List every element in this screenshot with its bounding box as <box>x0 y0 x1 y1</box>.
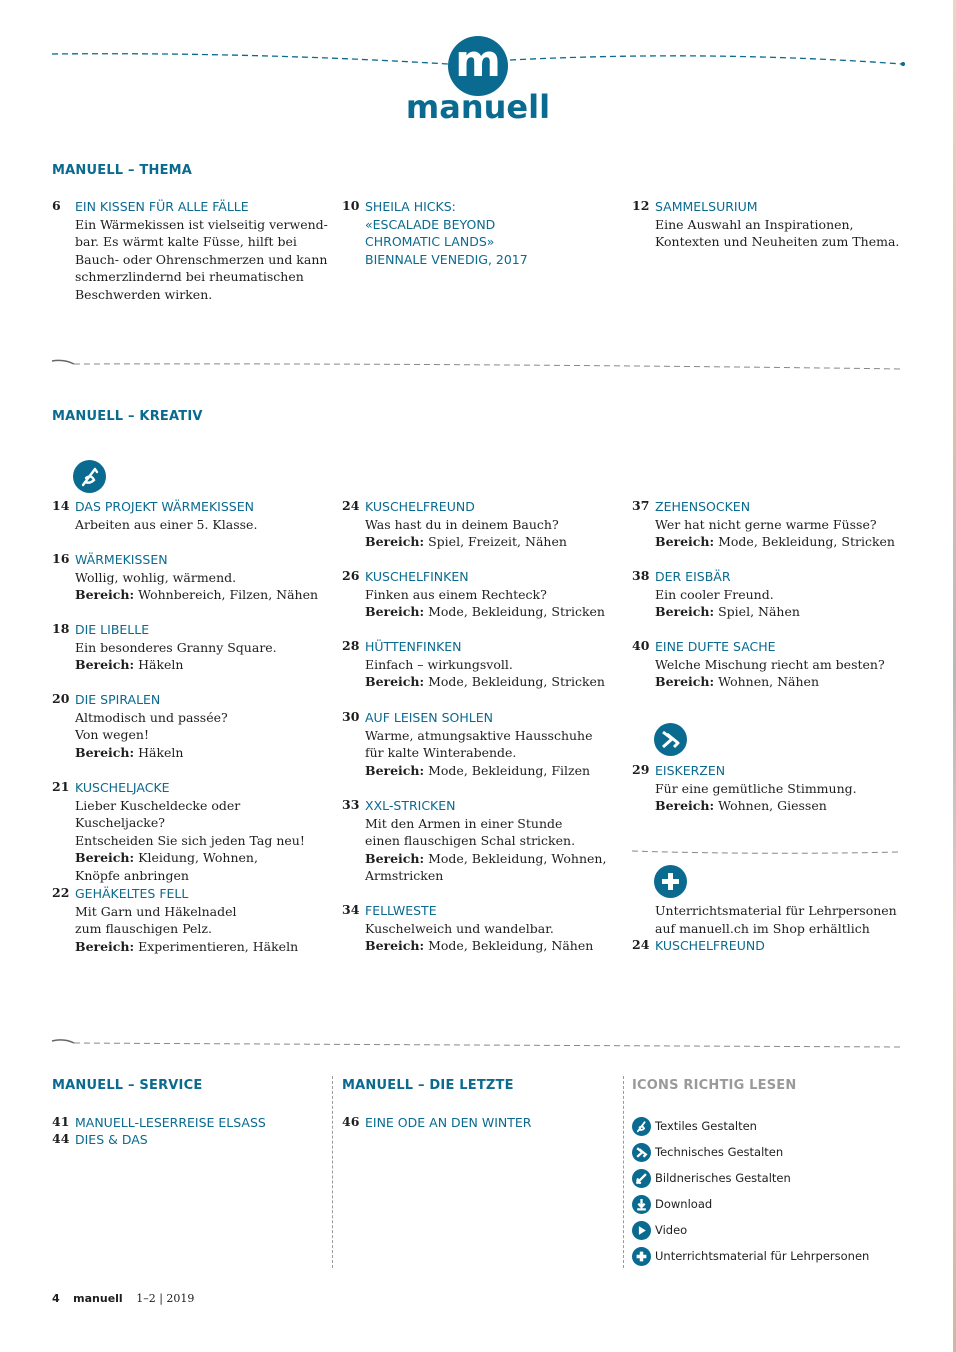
entry-area <box>365 673 622 691</box>
area-value: Wohnen, Nähen <box>714 674 820 690</box>
page-number: 16 <box>52 551 70 566</box>
toc-entry[interactable] <box>342 198 622 268</box>
toc-entry[interactable] <box>52 551 332 604</box>
legend-label: Textiles Gestalten <box>655 1119 757 1133</box>
area-value: Kleidung, Wohnen, <box>138 850 258 866</box>
area-value: Experimentieren, Häkeln <box>138 938 299 954</box>
entry-title[interactable]: AUF LEISEN SOHLEN <box>365 710 493 725</box>
technical-design-icon <box>632 1143 651 1162</box>
area-label: Bereich: <box>75 587 135 603</box>
page-number: 40 <box>632 638 650 653</box>
area-label: Bereich: <box>655 604 715 620</box>
area-value: Wohnen, Giessen <box>718 798 827 814</box>
area-value: Mode, Bekleidung, Stricken <box>428 604 605 620</box>
area-label: Bereich: <box>655 534 715 550</box>
area-value: Spiel, Nähen <box>718 604 800 620</box>
footer-magazine: manuell <box>73 1292 123 1305</box>
entry-area <box>75 849 332 867</box>
toc-entry[interactable] <box>342 797 622 885</box>
entry-description: Finken aus einem Rechteck? <box>365 586 547 602</box>
legend-label: Video <box>655 1223 688 1237</box>
toc-entry[interactable] <box>52 621 332 674</box>
area-value: Häkeln <box>138 744 184 760</box>
section-title-letzte: MANUELL – DIE LETZTE <box>342 1078 514 1093</box>
toc-entry[interactable] <box>342 709 622 779</box>
entry-title[interactable]: MANUELL-LESERREISE ELSASS <box>75 1115 266 1130</box>
toc-entry[interactable] <box>52 498 332 533</box>
teaching-material-icon <box>654 865 687 898</box>
entry-description: Ein besonderes Granny Square. <box>75 639 277 655</box>
entry-description: Warme, atmungsaktive Hausschuhe für kalte Winterabende. <box>365 727 593 761</box>
entry-description: Welche Mischung riecht am besten? <box>655 656 885 672</box>
entry-description: Wollig, wohlig, wärmend. <box>75 569 237 585</box>
entry-title[interactable]: KUSCHELFREUND <box>655 938 765 954</box>
entry-area <box>365 937 622 955</box>
area-label: Bereich: <box>365 604 425 620</box>
textile-design-icon <box>632 1117 651 1136</box>
video-icon <box>632 1221 651 1240</box>
area-value: Spiel, Freizeit, Nähen <box>428 534 567 550</box>
toc-entry[interactable] <box>342 902 622 955</box>
entry-description: Was hast du in deinem Bauch? <box>365 516 559 532</box>
toc-entry[interactable] <box>52 691 332 761</box>
entry-area <box>655 797 912 815</box>
entry-title[interactable]: DIE SPIRALEN <box>75 692 161 707</box>
toc-entry[interactable] <box>632 762 912 815</box>
entry-title[interactable]: SAMMELSURIUM <box>655 199 758 214</box>
entry-title[interactable]: HÜTTENFINKEN <box>365 639 462 654</box>
page-number: 29 <box>632 762 650 777</box>
area-label: Bereich: <box>365 850 425 866</box>
entry-title[interactable]: EINE DUFTE SACHE <box>655 639 776 654</box>
toc-entry[interactable] <box>632 568 912 621</box>
area-value-continued: Armstricken <box>365 868 444 884</box>
area-label: Bereich: <box>365 674 425 690</box>
area-label: Bereich: <box>365 762 425 778</box>
entry-title[interactable]: KUSCHELFINKEN <box>365 569 469 584</box>
entry-area <box>75 656 332 674</box>
entry-area <box>655 673 912 691</box>
entry-description: Altmodisch und passée? Von wegen! <box>75 709 228 743</box>
legend-label: Bildnerisches Gestalten <box>655 1171 791 1185</box>
logo-emblem <box>448 36 508 96</box>
entry-area <box>365 762 622 780</box>
page-number: 14 <box>52 498 70 513</box>
thread-divider <box>50 355 910 377</box>
toc-entry[interactable] <box>342 498 622 551</box>
area-value: Häkeln <box>138 657 184 673</box>
entry-title[interactable]: FELLWESTE <box>365 903 437 918</box>
toc-entry[interactable] <box>52 1114 332 1132</box>
logo-initial: m <box>455 36 501 87</box>
entry-title[interactable]: DER EISBÄR <box>655 569 731 584</box>
toc-entry[interactable] <box>52 1131 332 1149</box>
page-number: 30 <box>342 709 360 724</box>
column-divider <box>623 1076 624 1268</box>
toc-entry[interactable] <box>632 498 912 551</box>
entry-title[interactable]: DAS PROJEKT WÄRMEKISSEN <box>75 499 254 514</box>
toc-entry[interactable] <box>52 198 332 304</box>
page-number: 24 <box>342 498 360 513</box>
area-value: Mode, Bekleidung, Filzen <box>428 762 591 778</box>
entry-title[interactable]: DIE LIBELLE <box>75 622 150 637</box>
area-value: Mode, Bekleidung, Wohnen, <box>428 850 607 866</box>
area-label: Bereich: <box>655 674 715 690</box>
entry-title[interactable]: EIN KISSEN FÜR ALLE FÄLLE <box>75 199 249 214</box>
page-number: 22 <box>52 885 70 900</box>
toc-entry[interactable] <box>342 638 622 691</box>
technical-design-icon <box>654 723 687 756</box>
page-number: 46 <box>342 1114 360 1129</box>
column-divider <box>332 1076 333 1268</box>
entry-title[interactable]: KUSCHELJACKE <box>75 780 170 795</box>
legend-item <box>632 1246 869 1266</box>
toc-entry[interactable] <box>342 1114 622 1132</box>
download-icon <box>632 1195 651 1214</box>
legend-item <box>632 1168 791 1188</box>
entry-description: Mit den Armen in einer Stunde einen flauschigen Schal stricken. <box>365 815 576 849</box>
entry-description: Kuschelweich und wandelbar. <box>365 920 554 936</box>
page-number: 20 <box>52 691 70 706</box>
entry-title[interactable]: DIES & DAS <box>75 1132 148 1147</box>
entry-area <box>365 850 622 868</box>
entry-description: Ein cooler Freund. <box>655 586 774 602</box>
entry-title[interactable]: ZEHENSOCKEN <box>655 499 751 514</box>
page-footer <box>52 1292 194 1305</box>
toc-entry[interactable] <box>52 885 332 955</box>
entry-title[interactable]: KUSCHELFREUND <box>365 499 475 514</box>
toc-entry[interactable] <box>632 638 912 691</box>
area-label: Bereich: <box>75 744 135 760</box>
entry-description: Wer hat nicht gerne warme Füsse? <box>655 516 877 532</box>
page-number: 38 <box>632 568 650 583</box>
area-value: Wohnbereich, Filzen, Nähen <box>138 587 319 603</box>
section-title-legend: ICONS RICHTIG LESEN <box>632 1078 797 1093</box>
entry-title[interactable]: SHEILA HICKS: «ESCALADE BEYOND CHROMATIC LANDS» BIENNALE VENEDIG, 2017 <box>365 199 528 267</box>
page-number: 41 <box>52 1114 70 1129</box>
entry-description: Eine Auswahl an Inspirationen, Kontexten und Neuheiten zum Thema. <box>655 216 900 250</box>
page-number: 18 <box>52 621 70 636</box>
section-title-kreativ: MANUELL – KREATIV <box>52 409 203 424</box>
page-number: 10 <box>342 198 360 213</box>
legend-label: Unterrichtsmaterial für Lehrpersonen <box>655 1249 870 1263</box>
entry-description: Mit Garn und Häkelnadel zum flauschigen Pelz. <box>75 903 237 937</box>
page-number: 12 <box>632 198 650 213</box>
area-label: Bereich: <box>365 534 425 550</box>
material-description: Unterrichtsmaterial für Lehrpersonen auf manuell.ch im Shop erhältlich <box>655 903 897 936</box>
area-label: Bereich: <box>75 657 135 673</box>
section-title-thema: MANUELL – THEMA <box>52 163 193 178</box>
page-number: 6 <box>52 198 61 213</box>
legend-item <box>632 1220 687 1240</box>
page-number: 24 <box>632 937 650 953</box>
entry-area <box>75 938 332 956</box>
area-label: Bereich: <box>365 938 425 954</box>
teaching-material-entry[interactable] <box>632 902 912 955</box>
legend-item <box>632 1142 783 1162</box>
page-number: 44 <box>52 1131 70 1146</box>
entry-area <box>655 533 912 551</box>
page-number: 33 <box>342 797 360 812</box>
entry-area <box>655 603 912 621</box>
textile-design-icon <box>73 460 106 493</box>
entry-description: Ein Wärmekissen ist vielseitig verwend- bar. Es wärmt kalte Füsse, hilft bei Bauch- oder Ohrenschmerzen und kann schmerzlindernd bei rheumatischen Beschwerden wirken. <box>75 216 328 302</box>
entry-title[interactable]: EISKERZEN <box>655 763 726 778</box>
page-number: 34 <box>342 902 360 917</box>
entry-title[interactable]: XXL-STRICKEN <box>365 798 456 813</box>
legend-item <box>632 1194 712 1214</box>
entry-description: Arbeiten aus einer 5. Klasse. <box>75 516 258 532</box>
entry-description: Für eine gemütliche Stimmung. <box>655 780 857 796</box>
area-value-continued: Knöpfe anbringen <box>75 867 189 883</box>
section-title-service: MANUELL – SERVICE <box>52 1078 203 1093</box>
entry-description: Einfach – wirkungsvoll. <box>365 656 513 672</box>
page-number: 21 <box>52 779 70 794</box>
area-value: Mode, Bekleidung, Stricken <box>428 674 605 690</box>
legend-item <box>632 1116 757 1136</box>
thread-divider <box>50 1033 910 1055</box>
legend-label: Download <box>655 1197 713 1211</box>
entry-title[interactable]: GEHÄKELTES FELL <box>75 886 189 901</box>
entry-area <box>365 603 622 621</box>
footer-issue: 1–2 | 2019 <box>136 1292 195 1305</box>
toc-entry[interactable] <box>342 568 622 621</box>
area-label: Bereich: <box>655 798 715 814</box>
toc-entry[interactable] <box>632 198 912 251</box>
toc-entry[interactable] <box>52 779 332 885</box>
entry-title[interactable]: EINE ODE AN DEN WINTER <box>365 1115 532 1130</box>
visual-design-icon <box>632 1169 651 1188</box>
page-number: 26 <box>342 568 360 583</box>
entry-area <box>75 586 332 604</box>
entry-area <box>75 744 332 762</box>
entry-area <box>365 533 622 551</box>
area-value: Mode, Bekleidung, Stricken <box>718 534 895 550</box>
footer-page-number: 4 <box>52 1292 60 1305</box>
page-number: 37 <box>632 498 650 513</box>
entry-title[interactable]: WÄRMEKISSEN <box>75 552 168 567</box>
logo-wordmark: manuell <box>405 88 551 126</box>
area-label: Bereich: <box>75 850 135 866</box>
page-number: 28 <box>342 638 360 653</box>
entry-description: Lieber Kuscheldecke oder Kuscheljacke? Entscheiden Sie sich jeden Tag neu! <box>75 797 305 848</box>
legend-label: Technisches Gestalten <box>655 1145 784 1159</box>
area-label: Bereich: <box>75 938 135 954</box>
area-value: Mode, Bekleidung, Nähen <box>428 938 594 954</box>
thread-divider-small <box>630 845 902 859</box>
teaching-material-icon <box>632 1247 651 1266</box>
